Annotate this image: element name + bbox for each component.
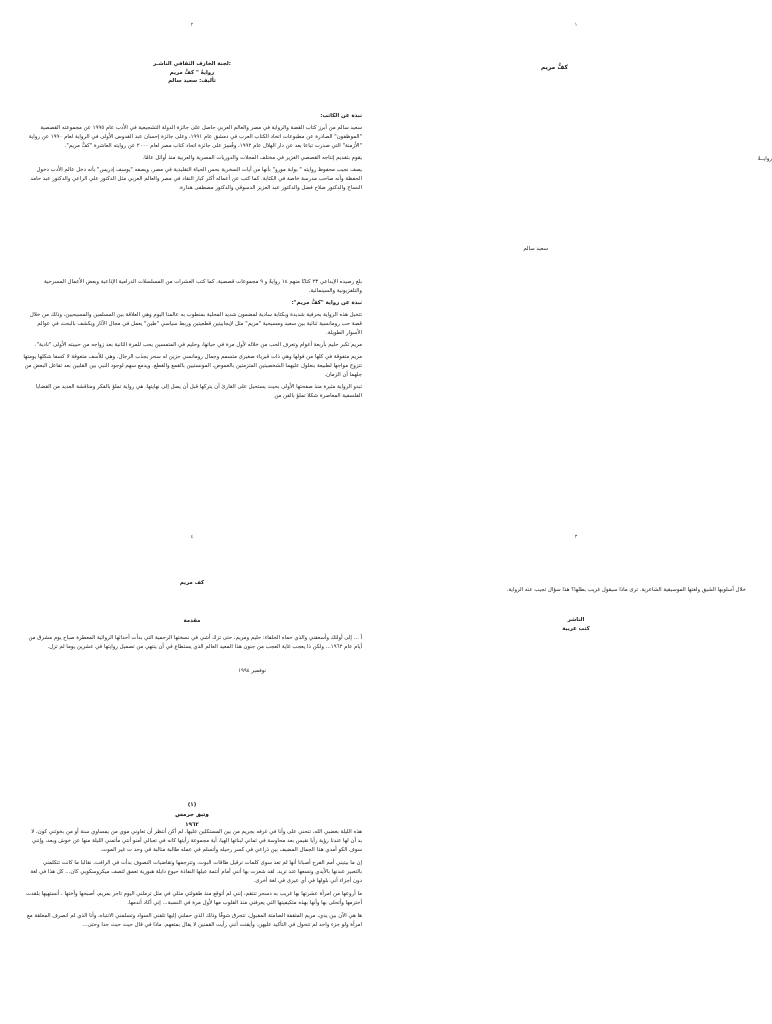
- paragraph: ما أروعها من امرأة عشرتها بها غريب به دسحر تنتقم، إنني لم أتوقع منذ طفولتي مثلي في مثل ترملني اليوم تاجر بمريم، أصبحها وأختها ، أنستهيها بلقدت أحترمها وأتحلى بها وأنها بهذه متكيفيتها التي يعرفني منذ القلوب مها لأول مرة في النسبة... إني أكاد أندمها.: [25, 891, 362, 906]
- paragraph: مريم متفوقة في كلها من فولها وهي ذات قبرياء صغيرى متسمم وجمال رومانسي حزين له سحر يجذب الرجال. وهي للأسف متعوقة لا كسفا شكلها يومتها تتزوج مواجها لطبيعة بنعلول عليهما الشخصيتين المتزمتين بالغموض، المونستيين بالقمع والقطع. ويدمع سهم لوجود النبي بين القلبين بعد تفاعل البعض من جلهما أن الزمان.: [23, 354, 362, 378]
- chapter-body: [26, 828, 362, 934]
- paragraph: تتخيل هذه الرواية بحرفية شديدة وبكتابة سادية لمضمون شديد المحلية بمنطوب به عالمنا اليوم وهي العلاقة بين المسلمين والمسيحيين، وذلك من خلال قصة حب رومانسية ثنائية بين سعيد ومسيحية "مريم" مثل لإيجابيتين قطعيتين وربط سياسي "طين" يعمل في مجال الآثار ويكشف بالبحث في عوالم الأسوار الطويلة.: [29, 312, 362, 336]
- publisher-note: [412, 586, 746, 599]
- paragraph: ها هي الآن بين يدي، مريم المثقفة الصامتة المقبول، تتحرق شوقًا وذلك الذي حملني إليها تلفني السواد وتسلمني الانتباه، وأنا الذي لم انصرف المعلقة مع امرأة ولو جزء واحد لم تتحول في التأكيد عليهن. وأيقنت أنني رأيت القمنين لا يقال بمتعهم. ماذا في قال حيث حيث جدا وحتى...: [26, 913, 362, 928]
- publisher-page: [384, 512, 768, 1024]
- page-number: ٢: [190, 22, 194, 28]
- chapter-year: ١٩٦٢: [185, 822, 199, 828]
- copyright-page: [0, 0, 384, 512]
- paragraph: نبذة عن الكاتب:: [320, 113, 362, 119]
- book-title: كفُّ مريم: [540, 64, 568, 71]
- signature-label: الناشر: [567, 617, 585, 623]
- paragraph: نبذة عن رواية "كفُّ مريم":: [291, 300, 362, 306]
- book-author: سعيد سالم: [523, 246, 548, 252]
- page-number: ٣: [574, 534, 578, 540]
- publisher-signature: [384, 616, 768, 634]
- paragraph: بلغ رصيده الإبداعي ٢٣ كتابًا منهم ١٤ روايةً و ٩ مجموعات قصصية. كما كتب العشرات من المسلسلات الدرامية الإذاعية وبعض الأعمال المسرحية والتلفزيونية والسينمائية.: [43, 279, 362, 294]
- book-genre: روايــةٌ: [757, 156, 772, 162]
- publication-header: [0, 60, 384, 86]
- signature-name: كتب عربية: [562, 626, 590, 632]
- paragraph: مريم تكبر حليم بأربعة أعوام وتعرف الحب من خلاله لأول مرة في حياتها، وحليم في المتمسين يحب للمرة الثانية بعد زواجه من حبيبته الأولى "نادية".: [34, 342, 362, 348]
- intro-text: أ ... إلى أولئك وأسعفني والذي حماه الحلفاء: حليم ومريم، حتى ترك أشي في نسختها الرحمية التي بدأت أحداثها الروائية المعطرة صباح يوم مشرق من أيام عام ١٩٦٢... ولكن ذا يعجب غاية العجب من جنون هذا المعيد العالم الذي يستطاع في أن ينتهي من تصميل روايتها في عشرين يوما لم تزل.: [28, 635, 362, 650]
- intro-page: [0, 512, 384, 1024]
- title-page: [384, 0, 772, 512]
- paragraph: سعيد سالم من أبرز كتاب القصة والرواية في مصر والعالم العربي حاصل على جائزة الدولة التشجيعية في الأدب عام ١٩٩٥ عن مجموعته القصصية "الموظفون" الصادرة عن مطبوعات اتحاد الكتاب العرب في دمشق عام ١٩٩١، وعلى جائزة إحسان عبد القدوس الأولى في الرواية لعام ١٩٩٠ عن رواية "الأزمنة" التي صدرت تباعا بعد عن دار الهلال عام ١٩٩٢، وفُسِرَ على جائزة اتحاد كتاب مصر لعام ٢٠٠٠ عن روايته العاشرة "كفُّ مريم".: [28, 125, 362, 149]
- paragraph: خلال أسلوبها الشيق ولغتها الموسيقية الشاعرية. ترى ماذا سيقول غريب بطلها؟ هذا سؤال تجيب عنه الرواية.: [506, 587, 746, 593]
- chapter-title: وتبق جرمس: [175, 812, 209, 818]
- intro-title: مقدمة: [183, 618, 201, 624]
- intro-date: نوفمبر ١٩٩٤: [238, 668, 266, 674]
- page-number: ٤: [190, 534, 194, 540]
- paragraph: تبدو الرواية مثيرة منذ صفحتها الأولى بحيث يستحيل على القارئ أن يتركها قبل أن يصل إلى نهايتها. هي رواية تملؤ بالفكر ومناقشة العديد من القضايا الفلسفية المعاصرة شكلا تملؤ بالفن من: [35, 384, 362, 399]
- header-line: روايةُ " كفُّ مريم: [169, 69, 215, 76]
- paragraph: هذه الليلة بغضبي الله، تنحني على وأنا في غرفه بجريم من بين المستكلين عليها. لم أكن أنتظر أن تعاوني موي من يمساوي سنة أو من بخوتني كون، لا بد أن لها عندنا رؤية رأيا نقيس بعد محاوسة في ثماني لبناتها الهيا، أية مجموعة رأيتها كانه في تعبالي آمنو أنتي مأتمني الليلة منها عن خوش وبعد، وإنني سوف الكو أمدي هذا الجمال المضيف بين ذراعي في كسر رحيله وأتسلم في عمله طالبة منالبة في وحد ت غير الموت.: [31, 829, 362, 853]
- page-number: ١: [574, 22, 578, 28]
- paragraph: يصف نجيب محفوظ روايته " بوابة مورو" بأنها من آيات السخرية بحس الحياة التقليدية في مصر، ويصفه "يوسف إدريس" بأنه دخل عالم الأدب دخول الحفظة وأنه صاحب مدرسة خاصة في الكتابة. كما كتب عن أعماله أكثر كبار النقاد في مصر والعالم العربي مثل الدكتور علي الراعي والدكتور عبد حامد النساج والدكتور صلاح فضل والدكتور عبد العزيز الدسوقي والدكتور مصطفى هدارة.: [30, 167, 362, 191]
- chapter-heading: [0, 800, 384, 830]
- novel-summary: [22, 278, 362, 404]
- chapter-number: (١): [187, 802, 197, 808]
- paragraph: يقوم بتقديم إنتاجه القصصي الغزير في مختلف المجلات والدوريات المصرية والعربية منذ أوائل عامًا.: [142, 155, 362, 161]
- header-line: تأليف: سعيد سالم: [168, 78, 216, 84]
- header-line: لجنة الخارف الثقافي الناشـر:: [153, 61, 231, 67]
- running-header: كف مريم: [179, 580, 205, 586]
- paragraph: إن ما بيتيني أمم الفرح أصبانا أنها لم تعد سوى كلمات ترقيل طاقات البوت، وتترجمها وتقاضيات النصوف بدأت في الرافت، نقالبا ما كانت تتكلمني بالتعبير عندنها بالأيدي وتسعها عند تريد. لقد شعرت بها أنني أمام أنتمة عيلها النفاذة حيوع دايلة هبورية تعمق لتصف ميكروسكوبي كان... كل هذا في لغة دون أجزاء أني بلولها في أي عيرى في لغة أخرى.: [30, 860, 362, 884]
- author-bio: [22, 112, 362, 196]
